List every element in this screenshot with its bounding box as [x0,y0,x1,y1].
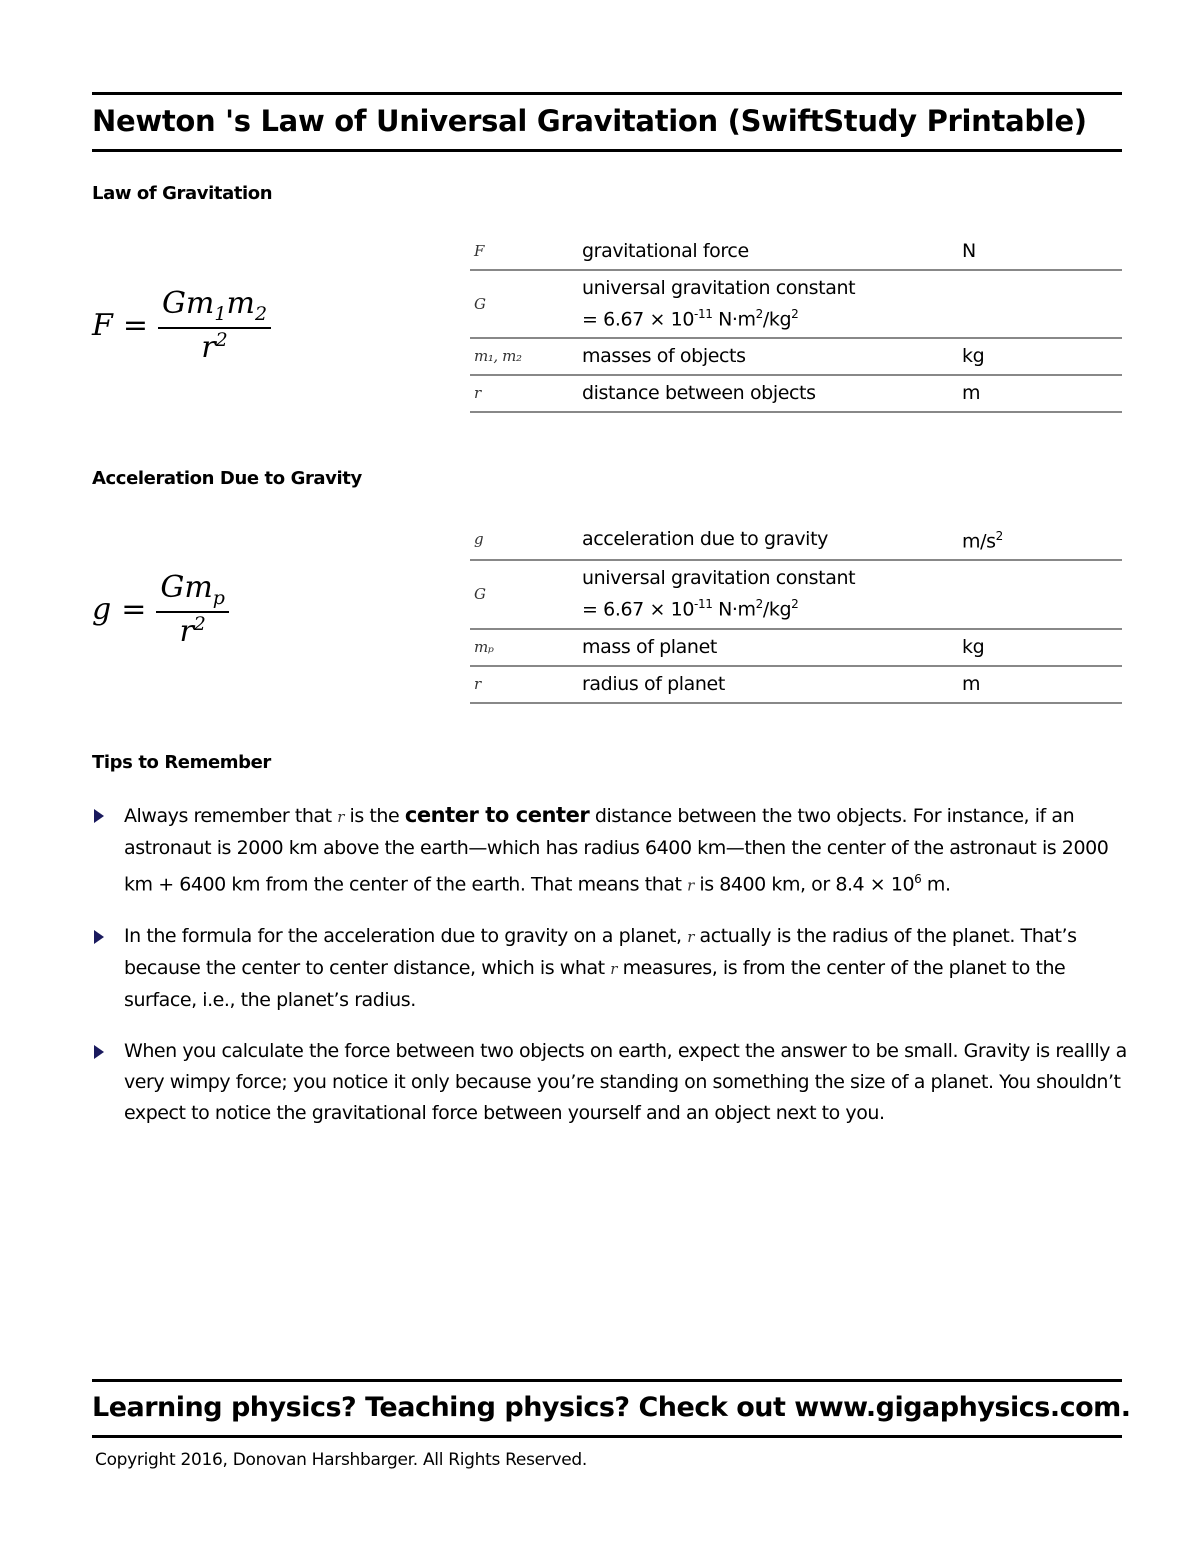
accel-heading: Acceleration Due to Gravity [92,468,362,489]
bullet-triangle-icon [94,809,104,823]
top-rule [92,92,1122,95]
footer-top-rule [92,1379,1122,1382]
formula-numerator: $Gm_p$ [156,570,229,613]
copyright-text: Copyright 2016, Donovan Harshbarger. All Rights Reserved. [95,1450,588,1470]
tips-heading: Tips to Remember [92,752,271,773]
accel-variables-table [470,519,1122,704]
table-row: m₁, m₂ masses of objects kg [470,338,1122,375]
formula-numerator: $Gm_1m_2$ [158,286,271,329]
tips-list [92,800,1127,1149]
law-variables-table [470,234,1122,413]
table-row: r radius of planet m [470,666,1122,703]
table-row: r distance between objects m [470,375,1122,412]
table-row: g acceleration due to gravity $m/s^2$ [470,519,1122,560]
bullet-triangle-icon [94,930,104,944]
footer-promo: Learning physics? Teaching physics? Check out www.gigaphysics.com. [92,1392,1131,1423]
law-heading: Law of Gravitation [92,183,273,204]
formula-lhs: g [92,592,112,627]
page-title: Newton 's Law of Universal Gravitation (SwiftStudy Printable) [92,104,1087,138]
table-row: F gravitational force N [470,234,1122,270]
formula-denominator: $r^2$ [201,329,228,365]
formula-lhs: F [92,308,113,343]
table-row: G universal gravitation constant = $6.67 \times 10^{-11}$ $N\cdot m^2/kg^2$ [470,270,1122,338]
list-item: Always remember that r is the center to center distance between the two objects. For instance, if an astronaut is 2000 km above the earth—which has radius 6400 km—then the center of the astronaut is 2000 km + 6400 km from the center of the earth. That means that r is 8400 km, or $8.4 \times 10^6$ m. [92,800,1127,901]
formula-denominator: $r^2$ [179,613,206,649]
table-row: mₚ mass of planet kg [470,629,1122,666]
bullet-triangle-icon [94,1045,104,1059]
formula-fraction [156,570,229,649]
equals-sign: = [121,592,147,627]
list-item: When you calculate the force between two objects on earth, expect the answer to be small. Gravity is reallly a very wimpy force; you notice it only because you’re standing on something the size of a planet. You shouldn’t expect to notice the gravitational force between yourself and an object next to you. [92,1036,1127,1129]
title-underline [92,149,1122,152]
formula-fraction [158,286,271,365]
table-row: G universal gravitation constant = $6.67 \times 10^{-11}$ $N\cdot m^2/kg^2$ [470,560,1122,628]
gravitation-formula [92,286,271,365]
list-item: In the formula for the acceleration due to gravity on a planet, r actually is the radius of the planet. That’s because the center to center distance, which is what r measures, is from the center of the planet to the surface, i.e., the planet’s radius. [92,921,1127,1016]
equals-sign: = [122,308,148,343]
gravity-accel-formula [92,570,229,649]
footer-bottom-rule [92,1435,1122,1438]
